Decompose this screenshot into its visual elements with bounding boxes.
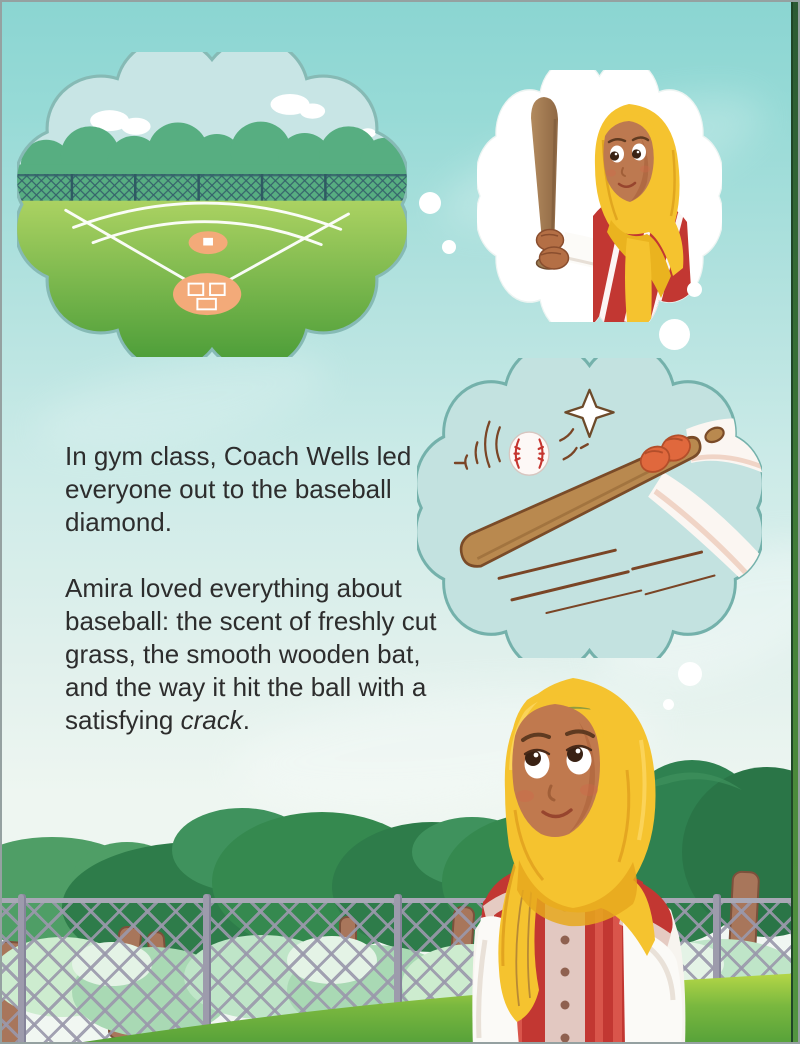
thought-trail-dot	[659, 319, 690, 350]
emphasized-word: crack	[180, 705, 243, 735]
outfield-fence	[17, 174, 407, 203]
home-plate-area	[173, 273, 241, 315]
thought-trail-dot	[442, 240, 456, 254]
bat-hits-ball-bubble	[417, 358, 762, 658]
baseball	[509, 432, 549, 475]
right-page-edge	[791, 2, 798, 1044]
baseball-diamond-bubble	[17, 52, 407, 357]
thought-trail-dot	[419, 192, 441, 214]
batter-girl-bubble	[477, 70, 722, 322]
amira-figure	[427, 650, 727, 1044]
thought-trail-dot	[687, 282, 702, 297]
hijab-tail	[625, 238, 652, 322]
story-paragraph-2: Amira loved everything about baseball: the scent of freshly cut grass, the smooth wooden bat, and the way it hit the ball with a satisfying crack.	[65, 573, 437, 735]
story-text	[65, 440, 447, 770]
pitchers-mound	[189, 231, 228, 254]
baseball-field-scene	[17, 52, 407, 357]
story-paragraph-1: In gym class, Coach Wells led everyone out to the baseball diamond.	[65, 441, 412, 537]
